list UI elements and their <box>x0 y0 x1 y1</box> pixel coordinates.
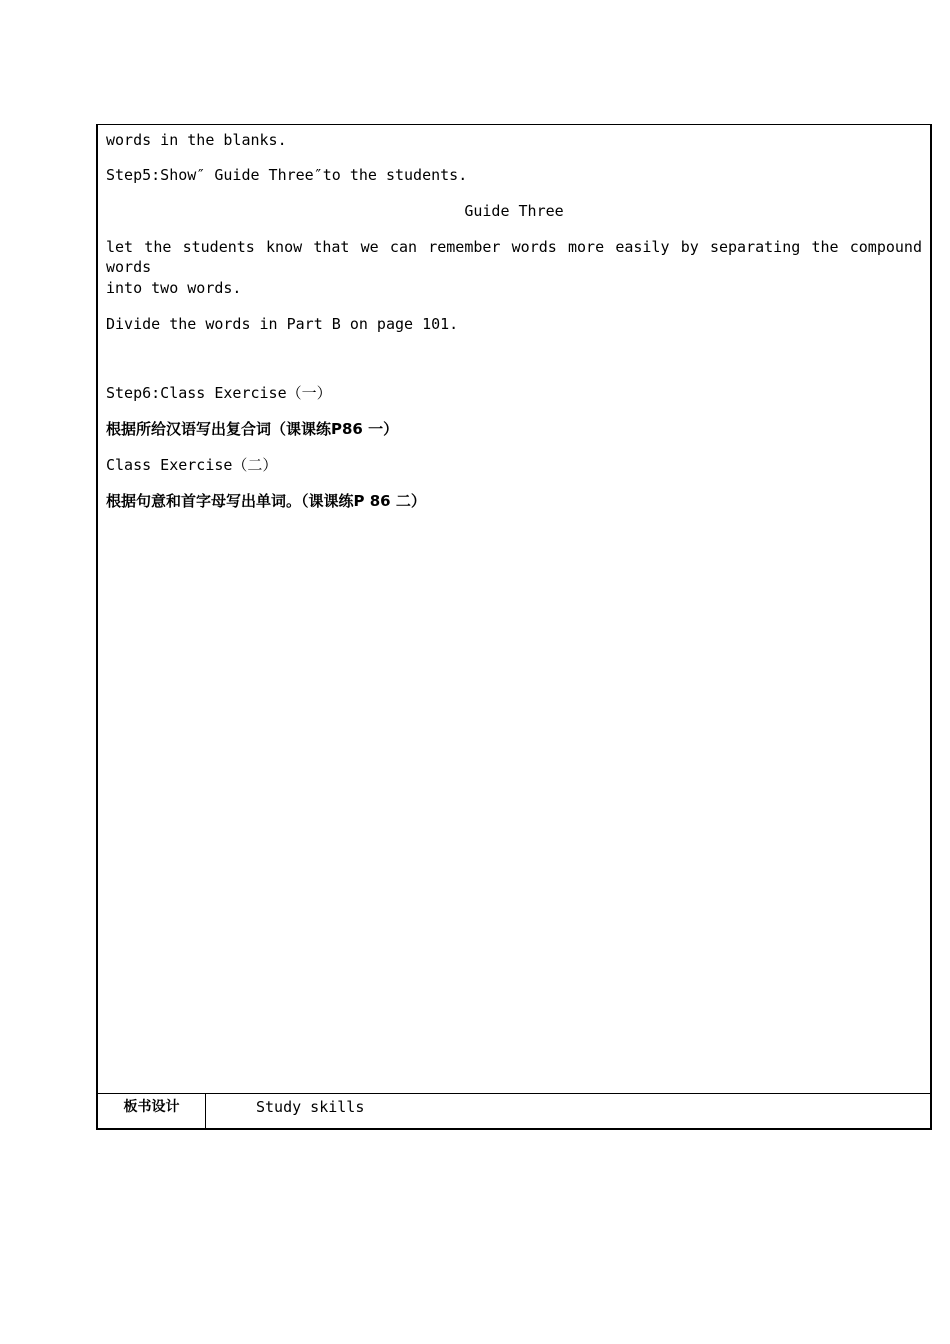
lesson-content-cell <box>98 125 930 1093</box>
text-line-class-exercise-2: Class Exercise（二） <box>106 456 278 474</box>
text-line-divide: Divide the words in Part B on page 101. <box>106 315 459 333</box>
blackboard-design-value: Study skills <box>256 1098 365 1116</box>
text-line-blanks: words in the blanks. <box>106 131 287 149</box>
lesson-plan-table <box>96 124 932 1130</box>
guide-three-heading: Guide Three <box>464 202 564 220</box>
blackboard-design-row <box>98 1093 930 1129</box>
text-line-compound-words: let the students know that we can remember words more easily by separating the compound words <box>106 238 922 276</box>
text-line-exercise-1-cn: 根据所给汉语写出复合词（课课练P86 一） <box>106 420 399 438</box>
text-line-exercise-2-cn: 根据句意和首字母写出单词。（课课练P 86 二） <box>106 492 426 510</box>
text-line-two-words: into two words. <box>106 279 242 297</box>
blackboard-design-label: 板书设计 <box>98 1094 206 1129</box>
text-line-step5: Step5:Show″ Guide Three″to the students. <box>106 166 468 184</box>
text-line-step6: Step6:Class Exercise（一） <box>106 384 332 402</box>
